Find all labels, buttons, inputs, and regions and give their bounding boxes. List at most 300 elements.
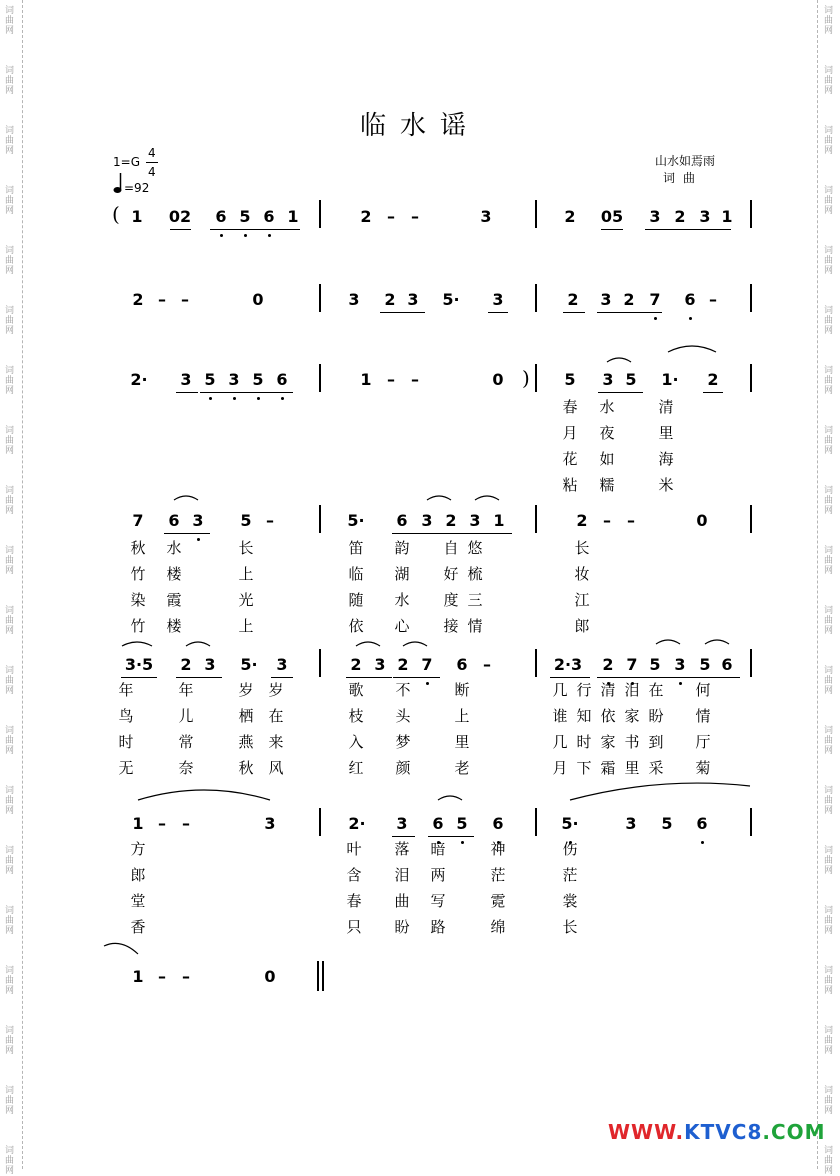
- jianpu-note: 6: [696, 814, 708, 833]
- lyric-char: 书: [624, 733, 640, 751]
- watermark-text: 词 曲 网: [5, 126, 15, 156]
- jianpu-note: 2·: [348, 814, 366, 833]
- lyric-char: 郎: [574, 617, 590, 635]
- jianpu-note: 6: [168, 511, 180, 530]
- jianpu-note: 0: [696, 511, 708, 530]
- watermark-text: 词 曲 网: [5, 366, 15, 396]
- lyric-char: 写: [430, 892, 446, 910]
- slur-arc: [668, 346, 716, 352]
- lyric-char: 曲: [394, 892, 410, 910]
- lyric-char: 时: [118, 733, 134, 751]
- barline: [535, 808, 537, 836]
- lyric-char: 月: [552, 759, 568, 777]
- lyric-char: 霜: [600, 759, 616, 777]
- lyric-char: 湖: [394, 565, 410, 583]
- lyric-char: 郎: [130, 866, 146, 884]
- lyric-char: 裳: [562, 892, 578, 910]
- jianpu-note: 2: [360, 207, 372, 226]
- jianpu-note: 3: [264, 814, 276, 833]
- underline-beam: [598, 392, 643, 393]
- octave-dot: [689, 317, 692, 320]
- lyric-char: 茫: [562, 866, 578, 884]
- jianpu-note: 5: [625, 370, 637, 389]
- close-paren: ): [522, 366, 530, 390]
- jianpu-note: 0: [492, 370, 504, 389]
- jianpu-note: –: [627, 511, 635, 530]
- jianpu-note: 5: [564, 370, 576, 389]
- key-signature: 1=G: [113, 155, 140, 169]
- watermark-text: 词 曲 网: [5, 186, 15, 216]
- lyric-char: 上: [454, 707, 470, 725]
- lyric-char: 路: [430, 918, 446, 936]
- open-paren: (: [112, 202, 120, 226]
- lyric-char: 度: [443, 591, 459, 609]
- jianpu-note: 3: [204, 655, 216, 674]
- underline-beam: [601, 229, 623, 230]
- lyric-char: 米: [658, 476, 674, 494]
- jianpu-note: 3: [469, 511, 481, 530]
- lyric-char: 年: [178, 681, 194, 699]
- barline: [535, 364, 537, 392]
- lyric-char: 下: [576, 759, 592, 777]
- jianpu-note: 5: [252, 370, 264, 389]
- lyric-char: 到: [648, 733, 664, 751]
- jianpu-note: –: [158, 290, 166, 309]
- slur-arc: [656, 640, 680, 644]
- lyric-char: 神: [490, 840, 506, 858]
- lyric-char: 叶: [346, 840, 362, 858]
- lyric-char: 落: [394, 840, 410, 858]
- slur-arc: [607, 358, 631, 362]
- watermark-text: 词 曲 网: [5, 966, 15, 996]
- jianpu-note: 2: [180, 655, 192, 674]
- lyric-char: 月: [562, 424, 578, 442]
- underline-beam: [176, 392, 198, 393]
- octave-dot: [244, 234, 247, 237]
- watermark-text: 词 曲 网: [824, 486, 834, 516]
- jianpu-note: 2: [397, 655, 409, 674]
- slur-arc: [174, 496, 198, 500]
- underline-beam: [164, 533, 210, 534]
- jianpu-note: 5·: [240, 655, 258, 674]
- lyric-char: 常: [178, 733, 194, 751]
- lyric-char: 家: [600, 733, 616, 751]
- lyric-char: 海: [658, 450, 674, 468]
- lyric-char: 自: [443, 539, 459, 557]
- jianpu-note: 2: [567, 290, 579, 309]
- lyric-char: 霞: [166, 591, 182, 609]
- jianpu-note: 1: [132, 967, 144, 986]
- jianpu-note: 2·3: [553, 655, 583, 674]
- lyric-char: 长: [238, 539, 254, 557]
- jianpu-note: –: [387, 207, 395, 226]
- watermark-text: 词 曲 网: [824, 546, 834, 576]
- lyric-char: 心: [394, 617, 410, 635]
- watermark-text: 词 曲 网: [5, 66, 15, 96]
- watermark-text: 词 曲 网: [824, 786, 834, 816]
- lyric-char: 粘: [562, 476, 578, 494]
- jianpu-note: 2: [623, 290, 635, 309]
- lyric-char: 老: [454, 759, 470, 777]
- watermark-text: 词 曲 网: [824, 666, 834, 696]
- watermark-text: 词 曲 网: [824, 6, 834, 36]
- lyric-char: 楼: [166, 617, 182, 635]
- author-role: 词曲: [663, 171, 704, 185]
- lyric-char: 年: [118, 681, 134, 699]
- jianpu-note: –: [411, 370, 419, 389]
- jianpu-note: 3: [407, 290, 419, 309]
- jianpu-note: 5: [240, 511, 252, 530]
- lyric-char: 清: [600, 681, 616, 699]
- lyric-char: 竹: [130, 617, 146, 635]
- watermark-text: 词 曲 网: [824, 1146, 834, 1176]
- barline: [319, 284, 321, 312]
- lyric-char: 夜: [599, 424, 615, 442]
- jianpu-note: 3: [374, 655, 386, 674]
- jianpu-note: 2·: [130, 370, 148, 389]
- lyric-char: 花: [562, 450, 578, 468]
- jianpu-note: 3: [192, 511, 204, 530]
- jianpu-note: 3·5: [124, 655, 154, 674]
- slur-arc: [186, 642, 210, 646]
- underline-beam: [703, 392, 723, 393]
- lyric-char: 梳: [467, 565, 483, 583]
- slur-arc: [104, 943, 138, 954]
- lyric-char: 采: [648, 759, 664, 777]
- watermark-text: 词 曲 网: [5, 486, 15, 516]
- jianpu-note: 6: [263, 207, 275, 226]
- lyric-char: 在: [268, 707, 284, 725]
- lyric-char: 鸟: [118, 707, 134, 725]
- watermark-text: 词 曲 网: [824, 906, 834, 936]
- jianpu-note: –: [182, 814, 190, 833]
- underline-beam: [441, 533, 512, 534]
- lyric-char: 几: [552, 733, 568, 751]
- watermark-text: 词 曲 网: [5, 726, 15, 756]
- jianpu-note: 3: [600, 290, 612, 309]
- barline: [535, 200, 537, 228]
- jianpu-note: 3: [276, 655, 288, 674]
- octave-dot: [233, 397, 236, 400]
- jianpu-note: 1: [132, 814, 144, 833]
- lyric-char: 绵: [490, 918, 506, 936]
- underline-beam: [670, 229, 731, 230]
- watermark-text: 词 曲 网: [5, 1146, 15, 1176]
- lyric-char: 春: [562, 398, 578, 416]
- jianpu-note: 3: [625, 814, 637, 833]
- slur-arc: [705, 640, 729, 644]
- underline-beam: [620, 312, 662, 313]
- jianpu-note: –: [182, 967, 190, 986]
- barline: [319, 649, 321, 677]
- lyric-char: 韵: [394, 539, 410, 557]
- jianpu-note: 7: [626, 655, 638, 674]
- lyric-char: 断: [454, 681, 470, 699]
- lyric-char: 家: [624, 707, 640, 725]
- lyric-char: 歌: [348, 681, 364, 699]
- jianpu-note: –: [483, 655, 491, 674]
- jianpu-note: 5: [204, 370, 216, 389]
- lyric-char: 堂: [130, 892, 146, 910]
- jianpu-note: 6: [721, 655, 733, 674]
- slur-arc: [122, 642, 152, 646]
- jianpu-note: 05: [600, 207, 624, 226]
- jianpu-note: 3: [649, 207, 661, 226]
- jianpu-note: 1: [360, 370, 372, 389]
- jianpu-note: 3: [421, 511, 433, 530]
- jianpu-note: 2: [384, 290, 396, 309]
- jianpu-note: 6: [684, 290, 696, 309]
- slur-arc: [403, 642, 427, 646]
- lyric-char: 秋: [238, 759, 254, 777]
- lyric-char: 好: [443, 565, 459, 583]
- lyric-char: 盼: [648, 707, 664, 725]
- octave-dot: [679, 682, 682, 685]
- lyric-char: 枝: [348, 707, 364, 725]
- lyric-char: 长: [562, 918, 578, 936]
- watermark-text: 词 曲 网: [824, 1026, 834, 1056]
- watermark-text: 词 曲 网: [5, 906, 15, 936]
- barline: [535, 649, 537, 677]
- lyric-char: 春: [346, 892, 362, 910]
- barline: [319, 505, 321, 533]
- lyric-char: 上: [238, 565, 254, 583]
- watermark-text: 词 曲 网: [5, 426, 15, 456]
- lyric-char: 两: [430, 866, 446, 884]
- lyric-char: 情: [695, 707, 711, 725]
- lyric-char: 水: [599, 398, 615, 416]
- jianpu-note: –: [181, 290, 189, 309]
- barline: [750, 649, 752, 677]
- lyric-char: 依: [348, 617, 364, 635]
- barline: [322, 961, 324, 991]
- jianpu-note: 5: [699, 655, 711, 674]
- lyric-char: 妆: [574, 565, 590, 583]
- underline-beam: [258, 229, 300, 230]
- underline-beam: [393, 677, 440, 678]
- underline-beam: [380, 312, 425, 313]
- lyric-char: 方: [130, 840, 146, 858]
- quarter-note-icon: [113, 172, 123, 194]
- lyric-char: 水: [394, 591, 410, 609]
- time-signature-top: 4: [148, 146, 156, 160]
- watermark-text: 词 曲 网: [5, 846, 15, 876]
- jianpu-note: –: [387, 370, 395, 389]
- lyric-char: 燕: [238, 733, 254, 751]
- underline-beam: [392, 836, 415, 837]
- jianpu-note: 02: [168, 207, 192, 226]
- jianpu-note: 7: [649, 290, 661, 309]
- barline: [750, 284, 752, 312]
- watermark-text: 词 曲 网: [824, 846, 834, 876]
- tempo-marking: =92: [124, 181, 150, 195]
- lyric-char: 红: [348, 759, 364, 777]
- lyric-char: 三: [467, 591, 483, 609]
- slur-arc: [475, 496, 499, 500]
- lyric-char: 江: [574, 591, 590, 609]
- watermark-text: 词 曲 网: [824, 186, 834, 216]
- barline: [535, 505, 537, 533]
- lyric-char: 竹: [130, 565, 146, 583]
- jianpu-note: 2: [674, 207, 686, 226]
- lyric-char: 含: [346, 866, 362, 884]
- barline: [750, 200, 752, 228]
- author-credit: 山水如焉雨: [655, 154, 716, 168]
- slur-arc: [438, 796, 462, 800]
- octave-dot: [281, 397, 284, 400]
- watermark-text: 词 曲 网: [824, 426, 834, 456]
- jianpu-note: 2: [350, 655, 362, 674]
- jianpu-note: 7: [132, 511, 144, 530]
- jianpu-note: 6: [456, 655, 468, 674]
- jianpu-note: 3: [396, 814, 408, 833]
- lyric-char: 里: [454, 733, 470, 751]
- jianpu-note: 1: [721, 207, 733, 226]
- lyric-char: 只: [346, 918, 362, 936]
- lyric-char: 染: [130, 591, 146, 609]
- lyric-char: 何: [695, 681, 711, 699]
- jianpu-note: –: [158, 814, 166, 833]
- lyric-char: 里: [658, 424, 674, 442]
- octave-dot: [701, 841, 704, 844]
- lyric-char: 临: [348, 565, 364, 583]
- lyric-char: 岁: [238, 681, 254, 699]
- lyric-char: 风: [268, 759, 284, 777]
- lyric-char: 泪: [394, 866, 410, 884]
- underline-beam: [428, 836, 474, 837]
- watermark-text: 词 曲 网: [5, 786, 15, 816]
- slur-arc: [138, 790, 270, 800]
- watermark-text: 词 曲 网: [824, 726, 834, 756]
- underline-beam: [170, 229, 191, 230]
- jianpu-note: 5: [661, 814, 673, 833]
- jianpu-note: –: [266, 511, 274, 530]
- jianpu-note: 2: [602, 655, 614, 674]
- jianpu-note: 6: [215, 207, 227, 226]
- barline: [750, 364, 752, 392]
- jianpu-note: 3: [228, 370, 240, 389]
- watermark-text: 词 曲 网: [5, 246, 15, 276]
- underline-beam: [346, 677, 392, 678]
- jianpu-note: 3: [699, 207, 711, 226]
- lyric-char: 栖: [238, 707, 254, 725]
- lyric-char: 泪: [624, 681, 640, 699]
- watermark-text: 词 曲 网: [5, 306, 15, 336]
- jianpu-note: –: [603, 511, 611, 530]
- jianpu-note: –: [158, 967, 166, 986]
- octave-dot: [654, 317, 657, 320]
- lyric-char: 头: [395, 707, 411, 725]
- barline: [319, 364, 321, 392]
- lyric-char: 入: [348, 733, 364, 751]
- barline: [750, 808, 752, 836]
- lyric-char: 岁: [268, 681, 284, 699]
- url-part-www: WWW.: [608, 1120, 685, 1144]
- lyric-char: 霓: [490, 892, 506, 910]
- lyric-char: 上: [238, 617, 254, 635]
- lyric-char: 无: [118, 759, 134, 777]
- lyric-char: 来: [268, 733, 284, 751]
- jianpu-note: 3: [674, 655, 686, 674]
- lyric-char: 水: [166, 539, 182, 557]
- watermark-text: 词 曲 网: [824, 126, 834, 156]
- jianpu-note: 6: [432, 814, 444, 833]
- lyric-char: 暗: [430, 840, 446, 858]
- lyric-char: 伤: [562, 840, 578, 858]
- jianpu-note: 3: [348, 290, 360, 309]
- jianpu-note: 5: [649, 655, 661, 674]
- lyric-char: 茫: [490, 866, 506, 884]
- jianpu-note: 2: [576, 511, 588, 530]
- barline: [317, 961, 319, 991]
- lyric-char: 梦: [395, 733, 411, 751]
- slur-arc: [427, 496, 451, 500]
- lyric-char: 情: [467, 617, 483, 635]
- watermark-text: 词 曲 网: [5, 666, 15, 696]
- octave-dot: [461, 841, 464, 844]
- jianpu-note: 5·: [561, 814, 579, 833]
- site-url: [608, 1120, 826, 1144]
- underline-beam: [671, 677, 740, 678]
- watermark-text: 词 曲 网: [5, 6, 15, 36]
- lyric-char: 谁: [552, 707, 568, 725]
- jianpu-note: 5·: [347, 511, 365, 530]
- underline-beam: [176, 677, 222, 678]
- jianpu-note: 1: [287, 207, 299, 226]
- jianpu-note: 5: [239, 207, 251, 226]
- url-part-brand: KTVC8: [684, 1120, 763, 1144]
- lyric-char: 里: [624, 759, 640, 777]
- underline-beam: [248, 392, 293, 393]
- lyric-char: 颜: [395, 759, 411, 777]
- lyric-char: 依: [600, 707, 616, 725]
- jianpu-note: 2: [707, 370, 719, 389]
- watermark-text: 词 曲 网: [5, 1086, 15, 1116]
- lyric-char: 奈: [178, 759, 194, 777]
- slur-arc: [570, 783, 750, 800]
- lyric-char: 楼: [166, 565, 182, 583]
- watermark-text: 词 曲 网: [824, 366, 834, 396]
- watermark-text: 词 曲 网: [824, 246, 834, 276]
- barline: [535, 284, 537, 312]
- lyric-char: 时: [576, 733, 592, 751]
- time-signature-line: [146, 162, 158, 163]
- lyric-char: 秋: [130, 539, 146, 557]
- lyric-char: 几: [552, 681, 568, 699]
- lyric-char: 长: [574, 539, 590, 557]
- jianpu-note: 6: [396, 511, 408, 530]
- jianpu-note: 1·: [661, 370, 679, 389]
- watermark-text: 词 曲 网: [824, 66, 834, 96]
- underline-beam: [563, 312, 585, 313]
- time-signature-bottom: 4: [148, 165, 156, 179]
- watermark-text: 词 曲 网: [824, 606, 834, 636]
- jianpu-note: 2: [564, 207, 576, 226]
- lyric-char: 接: [443, 617, 459, 635]
- watermark-text: 词 曲 网: [824, 306, 834, 336]
- octave-dot: [257, 397, 260, 400]
- underline-beam: [121, 677, 157, 678]
- underline-beam: [488, 312, 508, 313]
- lyric-char: 如: [599, 450, 615, 468]
- watermark-text: 词 曲 网: [824, 1086, 834, 1116]
- jianpu-note: 0: [252, 290, 264, 309]
- jianpu-note: 5: [456, 814, 468, 833]
- jianpu-note: 2: [132, 290, 144, 309]
- lyric-char: 不: [395, 681, 411, 699]
- jianpu-note: 2: [445, 511, 457, 530]
- lyric-char: 糯: [599, 476, 615, 494]
